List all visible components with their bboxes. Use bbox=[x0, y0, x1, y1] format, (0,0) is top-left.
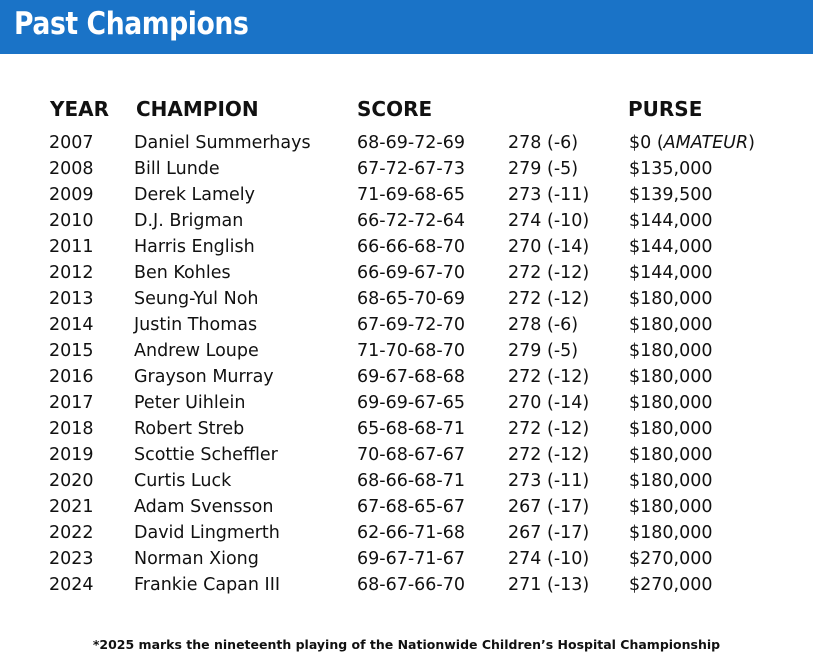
champion-cell: Harris English bbox=[134, 237, 255, 257]
table-row bbox=[0, 469, 813, 495]
score-cell: 69-69-67-65 bbox=[357, 393, 466, 413]
score-cell: 67-72-67-73 bbox=[357, 159, 466, 179]
table-row bbox=[0, 235, 813, 261]
to-par-cell: (-5) bbox=[547, 159, 579, 179]
score-cell: 65-68-68-71 bbox=[357, 419, 466, 439]
to-par-cell: (-17) bbox=[547, 523, 590, 543]
total-cell: 272 bbox=[508, 419, 542, 439]
purse-cell bbox=[629, 313, 713, 337]
score-cell: 62-66-71-68 bbox=[357, 523, 466, 543]
total-cell: 272 bbox=[508, 263, 542, 283]
champion-cell: D.J. Brigman bbox=[134, 211, 244, 231]
purse-amount: $180,000 bbox=[629, 367, 713, 387]
purse-cell bbox=[629, 235, 713, 259]
champion-cell: Justin Thomas bbox=[134, 315, 258, 335]
year-cell: 2011 bbox=[49, 237, 94, 257]
year-cell: 2008 bbox=[49, 159, 94, 179]
purse-cell bbox=[629, 469, 713, 493]
score-cell: 66-69-67-70 bbox=[357, 263, 466, 283]
champion-cell: Daniel Summerhays bbox=[134, 133, 311, 153]
purse-amount: $180,000 bbox=[629, 523, 713, 543]
to-par-cell: (-10) bbox=[547, 549, 590, 569]
to-par-cell: (-14) bbox=[547, 237, 590, 257]
table-row bbox=[0, 339, 813, 365]
champion-cell: Derek Lamely bbox=[134, 185, 256, 205]
champions-table bbox=[0, 131, 813, 599]
table-row bbox=[0, 573, 813, 599]
table-row bbox=[0, 521, 813, 547]
purse-cell bbox=[629, 417, 713, 441]
to-par-cell: (-12) bbox=[547, 419, 590, 439]
purse-amount: $144,000 bbox=[629, 211, 713, 231]
total-cell: 270 bbox=[508, 393, 542, 413]
table-row bbox=[0, 417, 813, 443]
table-row bbox=[0, 391, 813, 417]
total-cell: 267 bbox=[508, 523, 542, 543]
purse-cell bbox=[629, 183, 713, 207]
purse-amount: $180,000 bbox=[629, 315, 713, 335]
score-cell: 68-69-72-69 bbox=[357, 133, 466, 153]
header-purse: PURSE bbox=[628, 97, 703, 121]
purse-amount: $180,000 bbox=[629, 471, 713, 491]
year-cell: 2017 bbox=[49, 393, 94, 413]
purse-cell bbox=[629, 547, 713, 571]
score-cell: 66-72-72-64 bbox=[357, 211, 466, 231]
purse-amount: $270,000 bbox=[629, 549, 713, 569]
score-cell: 67-68-65-67 bbox=[357, 497, 466, 517]
to-par-cell: (-6) bbox=[547, 133, 579, 153]
year-cell: 2019 bbox=[49, 445, 94, 465]
total-cell: 278 bbox=[508, 315, 542, 335]
table-row bbox=[0, 495, 813, 521]
year-cell: 2022 bbox=[49, 523, 94, 543]
purse-amount: $180,000 bbox=[629, 445, 713, 465]
purse-amount: $180,000 bbox=[629, 497, 713, 517]
to-par-cell: (-14) bbox=[547, 393, 590, 413]
table-row bbox=[0, 313, 813, 339]
purse-cell bbox=[629, 391, 713, 415]
year-cell: 2016 bbox=[49, 367, 94, 387]
champion-cell: Frankie Capan III bbox=[134, 575, 281, 595]
table-row bbox=[0, 261, 813, 287]
champion-cell: Curtis Luck bbox=[134, 471, 232, 491]
total-cell: 278 bbox=[508, 133, 542, 153]
year-cell: 2014 bbox=[49, 315, 94, 335]
year-cell: 2015 bbox=[49, 341, 94, 361]
champion-cell: Seung-Yul Noh bbox=[134, 289, 259, 309]
header-year: YEAR bbox=[50, 97, 110, 121]
total-cell: 270 bbox=[508, 237, 542, 257]
to-par-cell: (-12) bbox=[547, 289, 590, 309]
year-cell: 2021 bbox=[49, 497, 94, 517]
purse-amount: $180,000 bbox=[629, 289, 713, 309]
purse-cell bbox=[629, 131, 755, 155]
to-par-cell: (-11) bbox=[547, 185, 590, 205]
year-cell: 2013 bbox=[49, 289, 94, 309]
purse-amount: $144,000 bbox=[629, 263, 713, 283]
score-cell: 71-69-68-65 bbox=[357, 185, 466, 205]
purse-amount: $180,000 bbox=[629, 419, 713, 439]
purse-amount: $180,000 bbox=[629, 393, 713, 413]
purse-cell bbox=[629, 157, 713, 181]
score-cell: 69-67-71-67 bbox=[357, 549, 466, 569]
to-par-cell: (-12) bbox=[547, 263, 590, 283]
page-title: Past Champions bbox=[14, 6, 249, 42]
champion-cell: Andrew Loupe bbox=[134, 341, 259, 361]
score-cell: 68-67-66-70 bbox=[357, 575, 466, 595]
champion-cell: Ben Kohles bbox=[134, 263, 231, 283]
total-cell: 272 bbox=[508, 289, 542, 309]
purse-note-close: ) bbox=[748, 133, 755, 153]
year-cell: 2024 bbox=[49, 575, 94, 595]
table-row bbox=[0, 443, 813, 469]
purse-cell bbox=[629, 287, 713, 311]
champion-cell: David Lingmerth bbox=[134, 523, 280, 543]
score-cell: 71-70-68-70 bbox=[357, 341, 466, 361]
purse-cell bbox=[629, 339, 713, 363]
year-cell: 2018 bbox=[49, 419, 94, 439]
year-cell: 2010 bbox=[49, 211, 94, 231]
table-row bbox=[0, 157, 813, 183]
year-cell: 2012 bbox=[49, 263, 94, 283]
total-cell: 272 bbox=[508, 367, 542, 387]
purse-cell bbox=[629, 443, 713, 467]
table-header bbox=[0, 97, 813, 125]
year-cell: 2007 bbox=[49, 133, 94, 153]
header-champion: CHAMPION bbox=[136, 97, 259, 121]
score-cell: 70-68-67-67 bbox=[357, 445, 466, 465]
purse-cell bbox=[629, 521, 713, 545]
purse-cell bbox=[629, 495, 713, 519]
total-cell: 279 bbox=[508, 341, 542, 361]
score-cell: 68-66-68-71 bbox=[357, 471, 466, 491]
total-cell: 274 bbox=[508, 211, 542, 231]
year-cell: 2009 bbox=[49, 185, 94, 205]
to-par-cell: (-12) bbox=[547, 367, 590, 387]
title-banner bbox=[0, 0, 813, 54]
to-par-cell: (-11) bbox=[547, 471, 590, 491]
score-cell: 69-67-68-68 bbox=[357, 367, 466, 387]
champion-cell: Peter Uihlein bbox=[134, 393, 246, 413]
to-par-cell: (-6) bbox=[547, 315, 579, 335]
total-cell: 273 bbox=[508, 185, 542, 205]
purse-amount: $0 ( bbox=[629, 133, 664, 153]
purse-amount: $270,000 bbox=[629, 575, 713, 595]
champion-cell: Adam Svensson bbox=[134, 497, 274, 517]
purse-amount: $139,500 bbox=[629, 185, 713, 205]
to-par-cell: (-10) bbox=[547, 211, 590, 231]
year-cell: 2023 bbox=[49, 549, 94, 569]
total-cell: 271 bbox=[508, 575, 542, 595]
champion-cell: Norman Xiong bbox=[134, 549, 259, 569]
total-cell: 274 bbox=[508, 549, 542, 569]
purse-cell bbox=[629, 209, 713, 233]
purse-cell bbox=[629, 365, 713, 389]
to-par-cell: (-12) bbox=[547, 445, 590, 465]
purse-amount: $144,000 bbox=[629, 237, 713, 257]
champion-cell: Bill Lunde bbox=[134, 159, 220, 179]
total-cell: 273 bbox=[508, 471, 542, 491]
to-par-cell: (-17) bbox=[547, 497, 590, 517]
table-row bbox=[0, 131, 813, 157]
table-row bbox=[0, 287, 813, 313]
total-cell: 267 bbox=[508, 497, 542, 517]
purse-cell bbox=[629, 573, 713, 597]
to-par-cell: (-13) bbox=[547, 575, 590, 595]
year-cell: 2020 bbox=[49, 471, 94, 491]
purse-amount: $135,000 bbox=[629, 159, 713, 179]
footnote: *2025 marks the nineteenth playing of the Nationwide Children’s Hospital Championship bbox=[92, 637, 721, 652]
table-row bbox=[0, 547, 813, 573]
total-cell: 279 bbox=[508, 159, 542, 179]
purse-note: AMATEUR bbox=[663, 133, 749, 153]
score-cell: 68-65-70-69 bbox=[357, 289, 466, 309]
champion-cell: Grayson Murray bbox=[134, 367, 274, 387]
header-score: SCORE bbox=[357, 97, 433, 121]
purse-amount: $180,000 bbox=[629, 341, 713, 361]
table-row bbox=[0, 365, 813, 391]
champion-cell: Scottie Scheffler bbox=[134, 445, 278, 465]
score-cell: 67-69-72-70 bbox=[357, 315, 466, 335]
champion-cell: Robert Streb bbox=[134, 419, 245, 439]
purse-cell bbox=[629, 261, 713, 285]
total-cell: 272 bbox=[508, 445, 542, 465]
table-row bbox=[0, 183, 813, 209]
score-cell: 66-66-68-70 bbox=[357, 237, 466, 257]
to-par-cell: (-5) bbox=[547, 341, 579, 361]
table-row bbox=[0, 209, 813, 235]
